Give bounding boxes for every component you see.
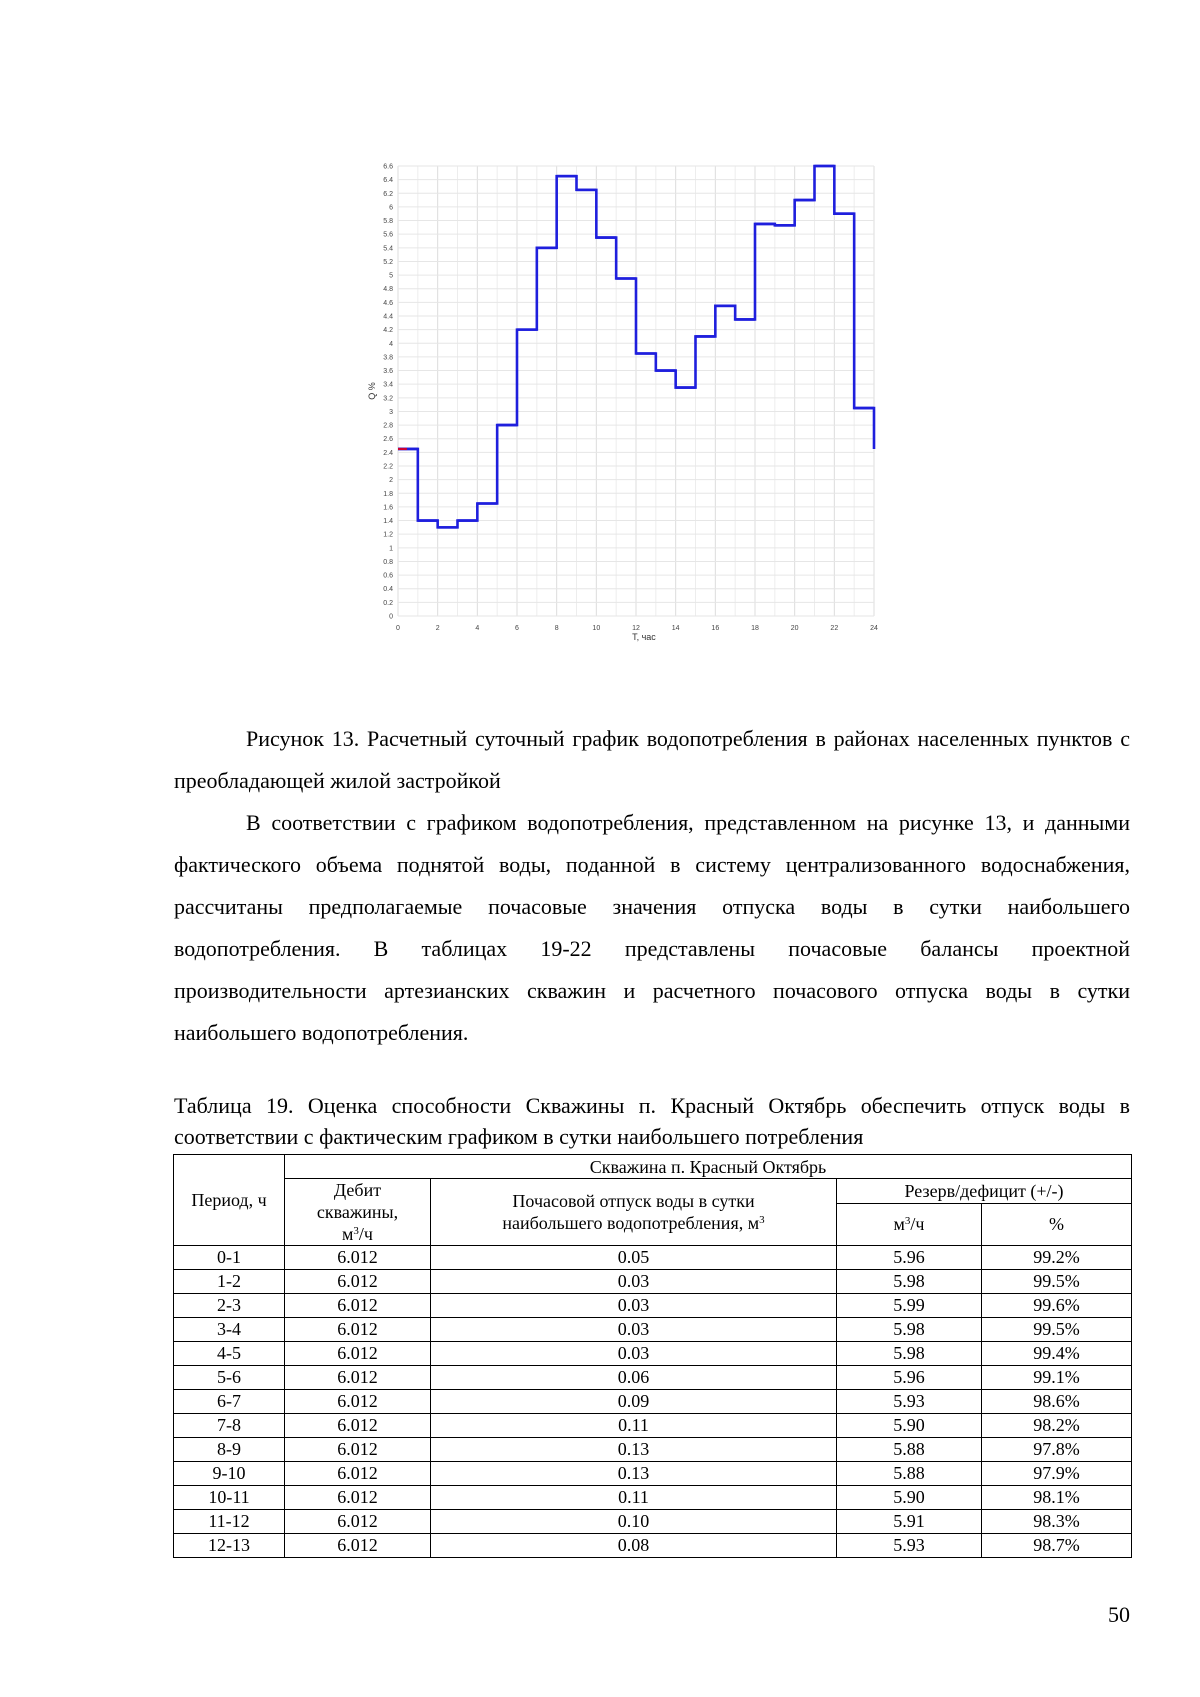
y-tick-label: 1.6	[383, 504, 393, 512]
cell-period: 1-2	[174, 1270, 285, 1294]
cell-reserve-m3: 5.96	[837, 1246, 982, 1270]
header-debit-line2: скважины,	[316, 1202, 399, 1222]
header-reserve-unit-m: м	[893, 1214, 905, 1235]
y-tick-label: 5.4	[383, 245, 393, 253]
header-reserve-unit-tail: /ч	[910, 1214, 925, 1235]
x-tick-label: 20	[790, 625, 799, 632]
cell-release: 0.03	[431, 1294, 837, 1318]
y-tick-label: 5.6	[383, 231, 393, 239]
table-title: Таблица 19. Оценка способности Скважины п. Красный Октябрь обеспечить отпуск воды в соответствии с фактическим графиком в сутки наибольшего потребления	[174, 1093, 1130, 1149]
header-reserve-sup: 3	[904, 1215, 911, 1228]
cell-reserve-pct: 99.5%	[982, 1270, 1132, 1294]
cell-debit: 6.012	[285, 1486, 431, 1510]
cell-reserve-m3: 5.98	[837, 1318, 982, 1342]
cell-period: 2-3	[174, 1294, 285, 1318]
cell-reserve-pct: 99.6%	[982, 1294, 1132, 1318]
cell-period: 6-7	[174, 1390, 285, 1414]
y-tick-label: 1.4	[383, 518, 393, 526]
cell-debit: 6.012	[285, 1390, 431, 1414]
y-tick-label: 3.8	[383, 354, 393, 362]
table-row	[174, 1294, 1132, 1318]
cell-period: 0-1	[174, 1246, 285, 1270]
header-release-sup: 3	[759, 1214, 765, 1226]
table-row	[174, 1390, 1132, 1414]
x-tick-label: 14	[671, 625, 680, 632]
balance-table	[173, 1154, 1132, 1558]
cell-reserve-pct: 98.6%	[982, 1390, 1132, 1414]
table-row	[174, 1318, 1132, 1342]
cell-period: 4-5	[174, 1342, 285, 1366]
cell-period: 3-4	[174, 1318, 285, 1342]
cell-reserve-pct: 98.7%	[982, 1534, 1132, 1558]
cell-reserve-pct: 99.2%	[982, 1246, 1132, 1270]
cell-period: 8-9	[174, 1438, 285, 1462]
y-tick-label: 5.8	[383, 218, 393, 226]
cell-release: 0.11	[431, 1486, 837, 1510]
cell-reserve-m3: 5.88	[837, 1438, 982, 1462]
y-tick-label: 0.4	[383, 586, 393, 594]
cell-reserve-pct: 98.3%	[982, 1510, 1132, 1534]
cell-reserve-pct: 99.4%	[982, 1342, 1132, 1366]
header-debit-unit-tail: /ч	[358, 1224, 373, 1244]
header-debit-line1: Дебит	[333, 1180, 382, 1200]
cell-reserve-pct: 98.2%	[982, 1414, 1132, 1438]
cell-period: 7-8	[174, 1414, 285, 1438]
body-paragraph: В соответствии с графиком водопотребления, представленном на рисунке 13, и данными фактического объема поднятой воды, поданной в систему централизованного водоснабжения, рассчитаны предполагаемые почасовые значения отпуска воды в сутки наибольшего водопотребления. В таблицах 19-22 представлены почасовые балансы проектной производительности артезианских скважин и расчетного почасового отпуска воды в сутки наибольшего водопотребления.	[174, 810, 1130, 1045]
y-tick-label: 2.6	[383, 436, 393, 444]
header-release-line1: Почасовой отпуск воды в сутки	[512, 1191, 755, 1211]
table-row	[174, 1366, 1132, 1390]
x-tick-label: 0	[396, 625, 400, 632]
cell-reserve-m3: 5.91	[837, 1510, 982, 1534]
cell-release: 0.08	[431, 1534, 837, 1558]
table-row	[174, 1342, 1132, 1366]
header-debit-unit: м	[342, 1224, 354, 1244]
table-row	[174, 1414, 1132, 1438]
y-tick-label: 6.2	[383, 190, 393, 198]
cell-period: 11-12	[174, 1510, 285, 1534]
y-tick-label: 0.8	[383, 558, 393, 566]
cell-debit: 6.012	[285, 1534, 431, 1558]
cell-release: 0.03	[431, 1342, 837, 1366]
page-number: 50	[1108, 1602, 1130, 1627]
y-tick-label: 3.4	[383, 381, 393, 389]
header-reserve-pct: %	[982, 1203, 1132, 1245]
cell-period: 12-13	[174, 1534, 285, 1558]
cell-debit: 6.012	[285, 1246, 431, 1270]
y-tick-label: 5.2	[383, 258, 393, 266]
cell-debit: 6.012	[285, 1342, 431, 1366]
cell-debit: 6.012	[285, 1366, 431, 1390]
cell-reserve-m3: 5.99	[837, 1294, 982, 1318]
table-row	[174, 1534, 1132, 1558]
y-tick-label: 4.8	[383, 286, 393, 294]
x-tick-label: 4	[475, 625, 480, 632]
table-row	[174, 1246, 1132, 1270]
cell-debit: 6.012	[285, 1510, 431, 1534]
cell-period: 5-6	[174, 1366, 285, 1390]
table-row	[174, 1510, 1132, 1534]
y-tick-label: 6	[389, 204, 393, 212]
cell-reserve-m3: 5.93	[837, 1534, 982, 1558]
cell-debit: 6.012	[285, 1294, 431, 1318]
y-tick-label: 3	[389, 408, 393, 416]
figure-caption: Рисунок 13. Расчетный суточный график водопотребления в районах населенных пунктов с преобладающей жилой застройкой	[174, 726, 1130, 793]
header-period: Период, ч	[174, 1155, 285, 1246]
x-tick-label: 22	[830, 625, 839, 632]
table-row	[174, 1486, 1132, 1510]
x-tick-label: 16	[711, 625, 720, 632]
cell-reserve-m3: 5.90	[837, 1486, 982, 1510]
y-tick-label: 4.6	[383, 299, 393, 307]
x-tick-label: 6	[515, 625, 519, 632]
cell-debit: 6.012	[285, 1462, 431, 1486]
y-tick-label: 2	[389, 477, 393, 485]
y-tick-label: 6.6	[383, 163, 393, 171]
cell-debit: 6.012	[285, 1270, 431, 1294]
x-tick-label: 24	[870, 625, 878, 632]
cell-reserve-pct: 98.1%	[982, 1486, 1132, 1510]
cell-reserve-m3: 5.98	[837, 1270, 982, 1294]
cell-reserve-m3: 5.93	[837, 1390, 982, 1414]
x-tick-label: 2	[435, 625, 440, 632]
cell-release: 0.13	[431, 1462, 837, 1486]
header-release	[431, 1179, 837, 1246]
table-body	[174, 1246, 1132, 1558]
header-debit-sup: 3	[353, 1225, 359, 1237]
cell-reserve-pct: 99.1%	[982, 1366, 1132, 1390]
cell-period: 9-10	[174, 1462, 285, 1486]
table-row	[174, 1462, 1132, 1486]
y-tick-label: 2.8	[383, 422, 393, 430]
cell-reserve-m3: 5.88	[837, 1462, 982, 1486]
y-tick-label: 6.4	[383, 177, 393, 185]
cell-debit: 6.012	[285, 1414, 431, 1438]
header-well-group: Скважина п. Красный Октябрь	[285, 1155, 1132, 1179]
cell-reserve-pct: 97.9%	[982, 1462, 1132, 1486]
x-tick-label: 12	[632, 625, 640, 632]
header-release-line2: наибольшего водопотребления, м	[502, 1213, 760, 1233]
y-tick-label: 5	[389, 272, 393, 280]
cell-reserve-m3: 5.98	[837, 1342, 982, 1366]
header-reserve-unit	[837, 1203, 982, 1245]
cell-reserve-m3: 5.96	[837, 1366, 982, 1390]
cell-release: 0.10	[431, 1510, 837, 1534]
cell-debit: 6.012	[285, 1318, 431, 1342]
y-tick-label: 4	[389, 340, 393, 348]
y-tick-label: 1.2	[383, 531, 393, 539]
y-tick-label: 2.2	[383, 463, 393, 471]
chart-background	[385, 160, 955, 700]
consumption-chart	[367, 160, 955, 700]
cell-release: 0.03	[431, 1318, 837, 1342]
y-tick-label: 0	[389, 613, 393, 621]
y-tick-label: 4.2	[383, 327, 393, 335]
x-tick-label: 10	[592, 625, 601, 632]
cell-release: 0.05	[431, 1246, 837, 1270]
x-tick-label: 8	[554, 625, 559, 632]
cell-release: 0.11	[431, 1414, 837, 1438]
cell-reserve-m3: 5.90	[837, 1414, 982, 1438]
table-row	[174, 1270, 1132, 1294]
y-tick-label: 1	[389, 545, 393, 553]
header-reserve: Резерв/дефицит (+/-)	[837, 1179, 1132, 1204]
y-axis-title: Q %	[367, 382, 377, 400]
cell-debit: 6.012	[285, 1438, 431, 1462]
y-tick-label: 0.2	[383, 599, 393, 607]
header-debit	[285, 1179, 431, 1246]
y-tick-label: 4.4	[383, 313, 393, 321]
y-tick-label: 1.8	[383, 490, 393, 498]
table-row	[174, 1438, 1132, 1462]
y-tick-label: 2.4	[383, 449, 393, 457]
y-tick-label: 0.6	[383, 572, 393, 580]
cell-release: 0.03	[431, 1270, 837, 1294]
cell-reserve-pct: 99.5%	[982, 1318, 1132, 1342]
consumption-chart-svg	[367, 160, 955, 700]
cell-period: 10-11	[174, 1486, 285, 1510]
cell-release: 0.06	[431, 1366, 837, 1390]
y-tick-label: 3.2	[383, 395, 393, 403]
x-tick-label: 18	[751, 625, 759, 632]
cell-release: 0.09	[431, 1390, 837, 1414]
cell-release: 0.13	[431, 1438, 837, 1462]
x-axis-title: T, час	[632, 632, 656, 642]
cell-reserve-pct: 97.8%	[982, 1438, 1132, 1462]
y-tick-label: 3.6	[383, 368, 393, 376]
